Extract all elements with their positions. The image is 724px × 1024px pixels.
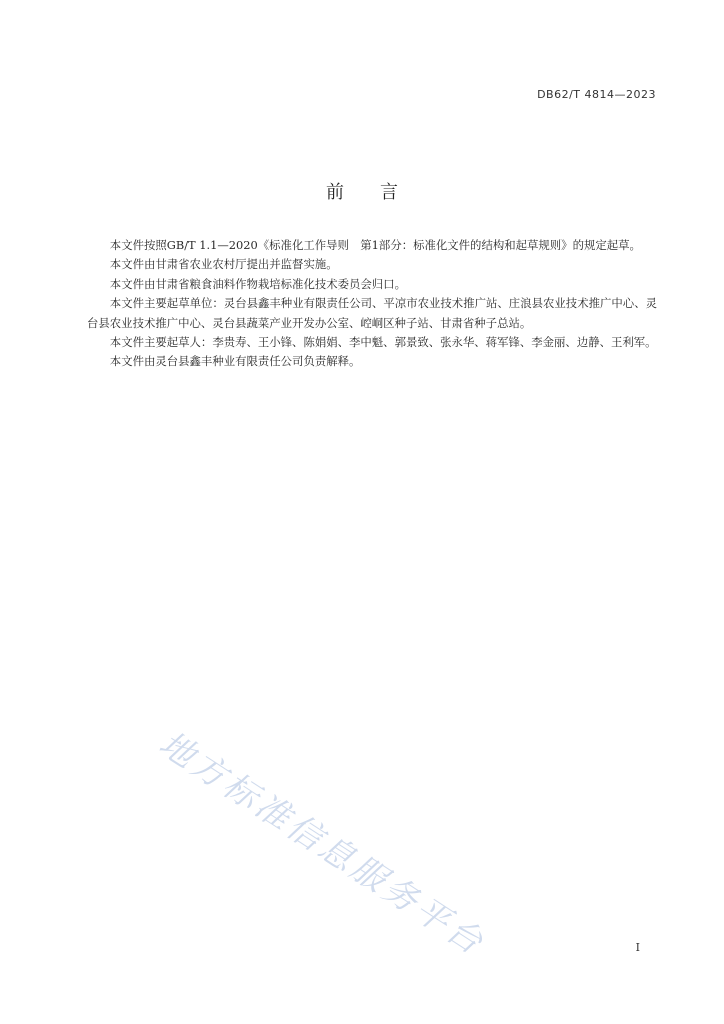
paragraph-administrator: 本文件由甘肃省粮食油料作物栽培标准化技术委员会归口。 <box>109 276 406 291</box>
paragraph-interpretation: 本文件由灵台县鑫丰种业有限责任公司负责解释。 <box>109 354 361 369</box>
paragraph-drafting-units: 本文件主要起草单位：灵台县鑫丰种业有限责任公司、平凉市农业技术推广站、庄浪县农业技术推广中心、灵台县农业技术推广中心、灵台县蔬菜产业开发办公室、崆峒区种子站、甘肃省种子总站。 <box>87 296 657 330</box>
paragraph-drafters: 本文件主要起草人：李贵寿、王小锋、陈娟娟、李中魁、郭景致、张永华、蒋军锋、李金丽、边静、王利军。 <box>109 335 657 350</box>
watermark: 地方标准信息服务平台 <box>151 723 493 965</box>
paragraph-drafting-rules: 本文件按照GB/T 1.1—2020《标准化工作导则 第1部分：标准化文件的结构和起草规则》的规定起草。 <box>109 238 641 252</box>
page-title: 前言 <box>326 182 434 203</box>
paragraph-proposer: 本文件由甘肃省农业农村厅提出并监督实施。 <box>109 257 338 272</box>
standard-code: DB62/T 4814—2023 <box>537 88 656 101</box>
preface-body <box>87 236 657 372</box>
page-number: I <box>635 941 640 954</box>
